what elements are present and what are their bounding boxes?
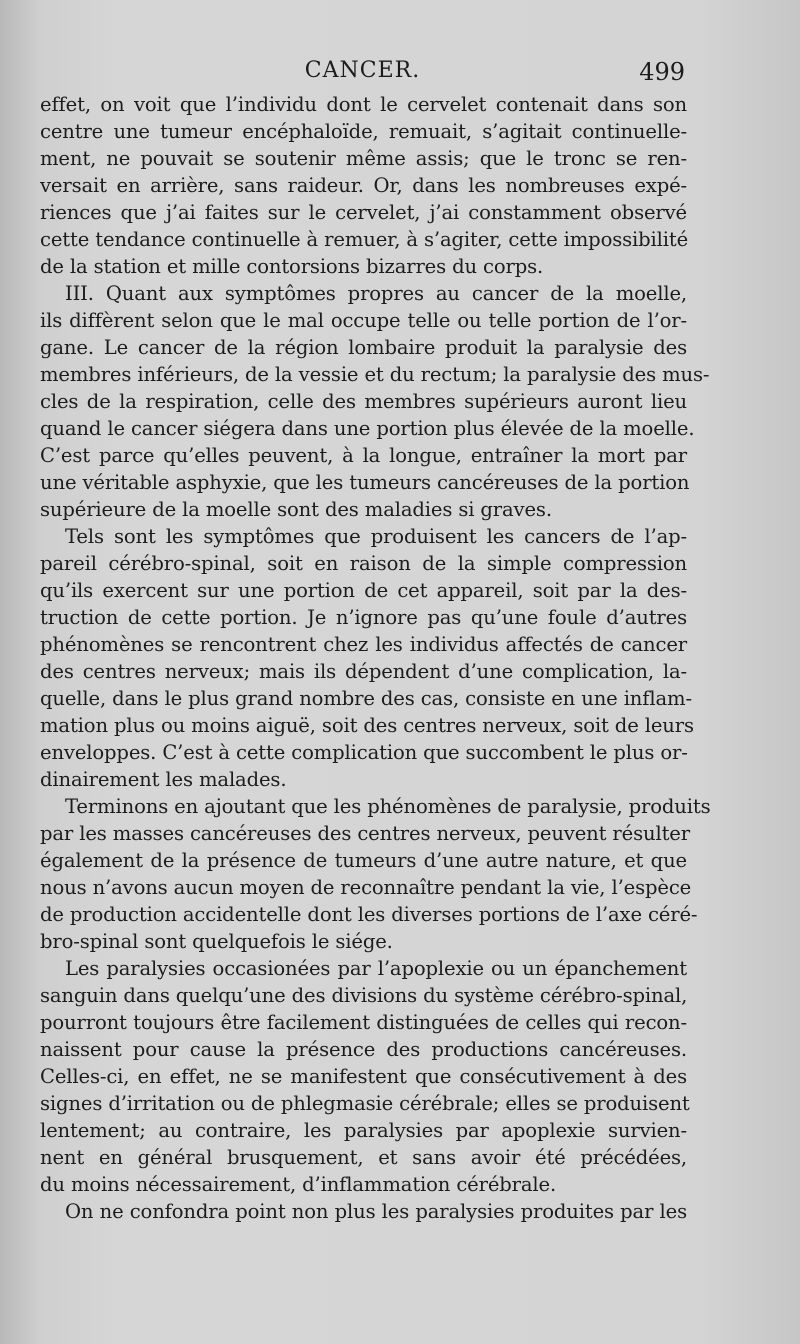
text-line: III. Quant aux symptômes propres au cancer de la moelle, [65, 282, 687, 305]
text-line: Les paralysies occasionées par l’apoplexie ou un épanchement [65, 957, 687, 980]
text-line: sanguin dans quelqu’une des divisions du système cérébro-spinal, [40, 984, 688, 1007]
page-number: 499 [639, 58, 685, 86]
text-line: truction de cette portion. Je n’ignore pas qu’une foule d’autres [40, 606, 687, 629]
text-line: pourront toujours être facilement distinguées de celles qui recon- [40, 1011, 687, 1034]
text-line: du moins nécessairement, d’inflammation cérébrale. [40, 1173, 557, 1196]
text-line: gane. Le cancer de la région lombaire produit la paralysie des [40, 336, 687, 359]
text-line: lentement; au contraire, les paralysies par apoplexie survien- [40, 1119, 687, 1142]
page-header [40, 58, 685, 88]
text-line: cette tendance continuelle à remuer, à s’agiter, cette impossibilité [40, 228, 689, 251]
text-line: également de la présence de tumeurs d’une autre nature, et que [40, 849, 687, 872]
body-text [40, 91, 711, 1225]
text-line: une véritable asphyxie, que les tumeurs cancéreuses de la portion [40, 471, 690, 494]
text-line: des centres nerveux; mais ils dépendent d’une complication, la- [40, 660, 687, 683]
text-line: bro-spinal sont quelquefois le siége. [40, 930, 393, 953]
text-line: membres inférieurs, de la vessie et du rectum; la paralysie des mus- [40, 363, 710, 386]
text-line: signes d’irritation ou de phlegmasie cérébrale; elles se produisent [40, 1092, 690, 1115]
text-line: versait en arrière, sans raideur. Or, dans les nombreuses expé- [40, 174, 687, 197]
text-line: pareil cérébro-spinal, soit en raison de la simple compression [40, 552, 687, 575]
text-line: de production accidentelle dont les diverses portions de l’axe céré- [40, 903, 698, 926]
text-line: de la station et mille contorsions bizarres du corps. [40, 255, 544, 278]
text-line: Celles-ci, en effet, ne se manifestent que consécutivement à des [40, 1065, 687, 1088]
text-line: riences que j’ai faites sur le cervelet, j’ai constamment observé [40, 201, 687, 224]
text-line: ment, ne pouvait se soutenir même assis; que le tronc se ren- [40, 147, 687, 170]
text-line: enveloppes. C’est à cette complication que succombent le plus or- [40, 741, 688, 764]
text-line: nous n’avons aucun moyen de reconnaître pendant la vie, l’espèce [40, 876, 692, 899]
running-title: CANCER. [304, 58, 421, 83]
text-line: quand le cancer siégera dans une portion plus élevée de la moelle. [40, 417, 695, 440]
text-line: On ne confondra point non plus les paralysies produites par les [65, 1200, 687, 1223]
text-line: qu’ils exercent sur une portion de cet appareil, soit par la des- [40, 579, 687, 602]
text-line: mation plus ou moins aiguë, soit des centres nerveux, soit de leurs [40, 714, 694, 737]
text-line: C’est parce qu’elles peuvent, à la longue, entraîner la mort par [40, 444, 687, 467]
text-line: quelle, dans le plus grand nombre des cas, consiste en une inflam- [40, 687, 692, 710]
text-line: cles de la respiration, celle des membres supérieurs auront lieu [40, 390, 687, 413]
text-line: centre une tumeur encéphaloïde, remuait, s’agitait continuelle- [40, 120, 687, 143]
text-line: Terminons en ajoutant que les phénomènes de paralysie, produits [65, 795, 711, 818]
text-line: Tels sont les symptômes que produisent les cancers de l’ap- [65, 525, 687, 548]
text-line: supérieure de la moelle sont des maladies si graves. [40, 498, 552, 521]
text-line: nent en général brusquement, et sans avoir été précédées, [40, 1146, 687, 1169]
text-line: par les masses cancéreuses des centres nerveux, peuvent résulter [40, 822, 690, 845]
text-line: ils diffèrent selon que le mal occupe telle ou telle portion de l’or- [40, 309, 687, 332]
text-line: dinairement les malades. [40, 768, 287, 791]
text-line: naissent pour cause la présence des productions cancéreuses. [40, 1038, 687, 1061]
text-line: phénomènes se rencontrent chez les individus affectés de cancer [40, 633, 687, 656]
text-line: effet, on voit que l’individu dont le cervelet contenait dans son [40, 93, 687, 116]
